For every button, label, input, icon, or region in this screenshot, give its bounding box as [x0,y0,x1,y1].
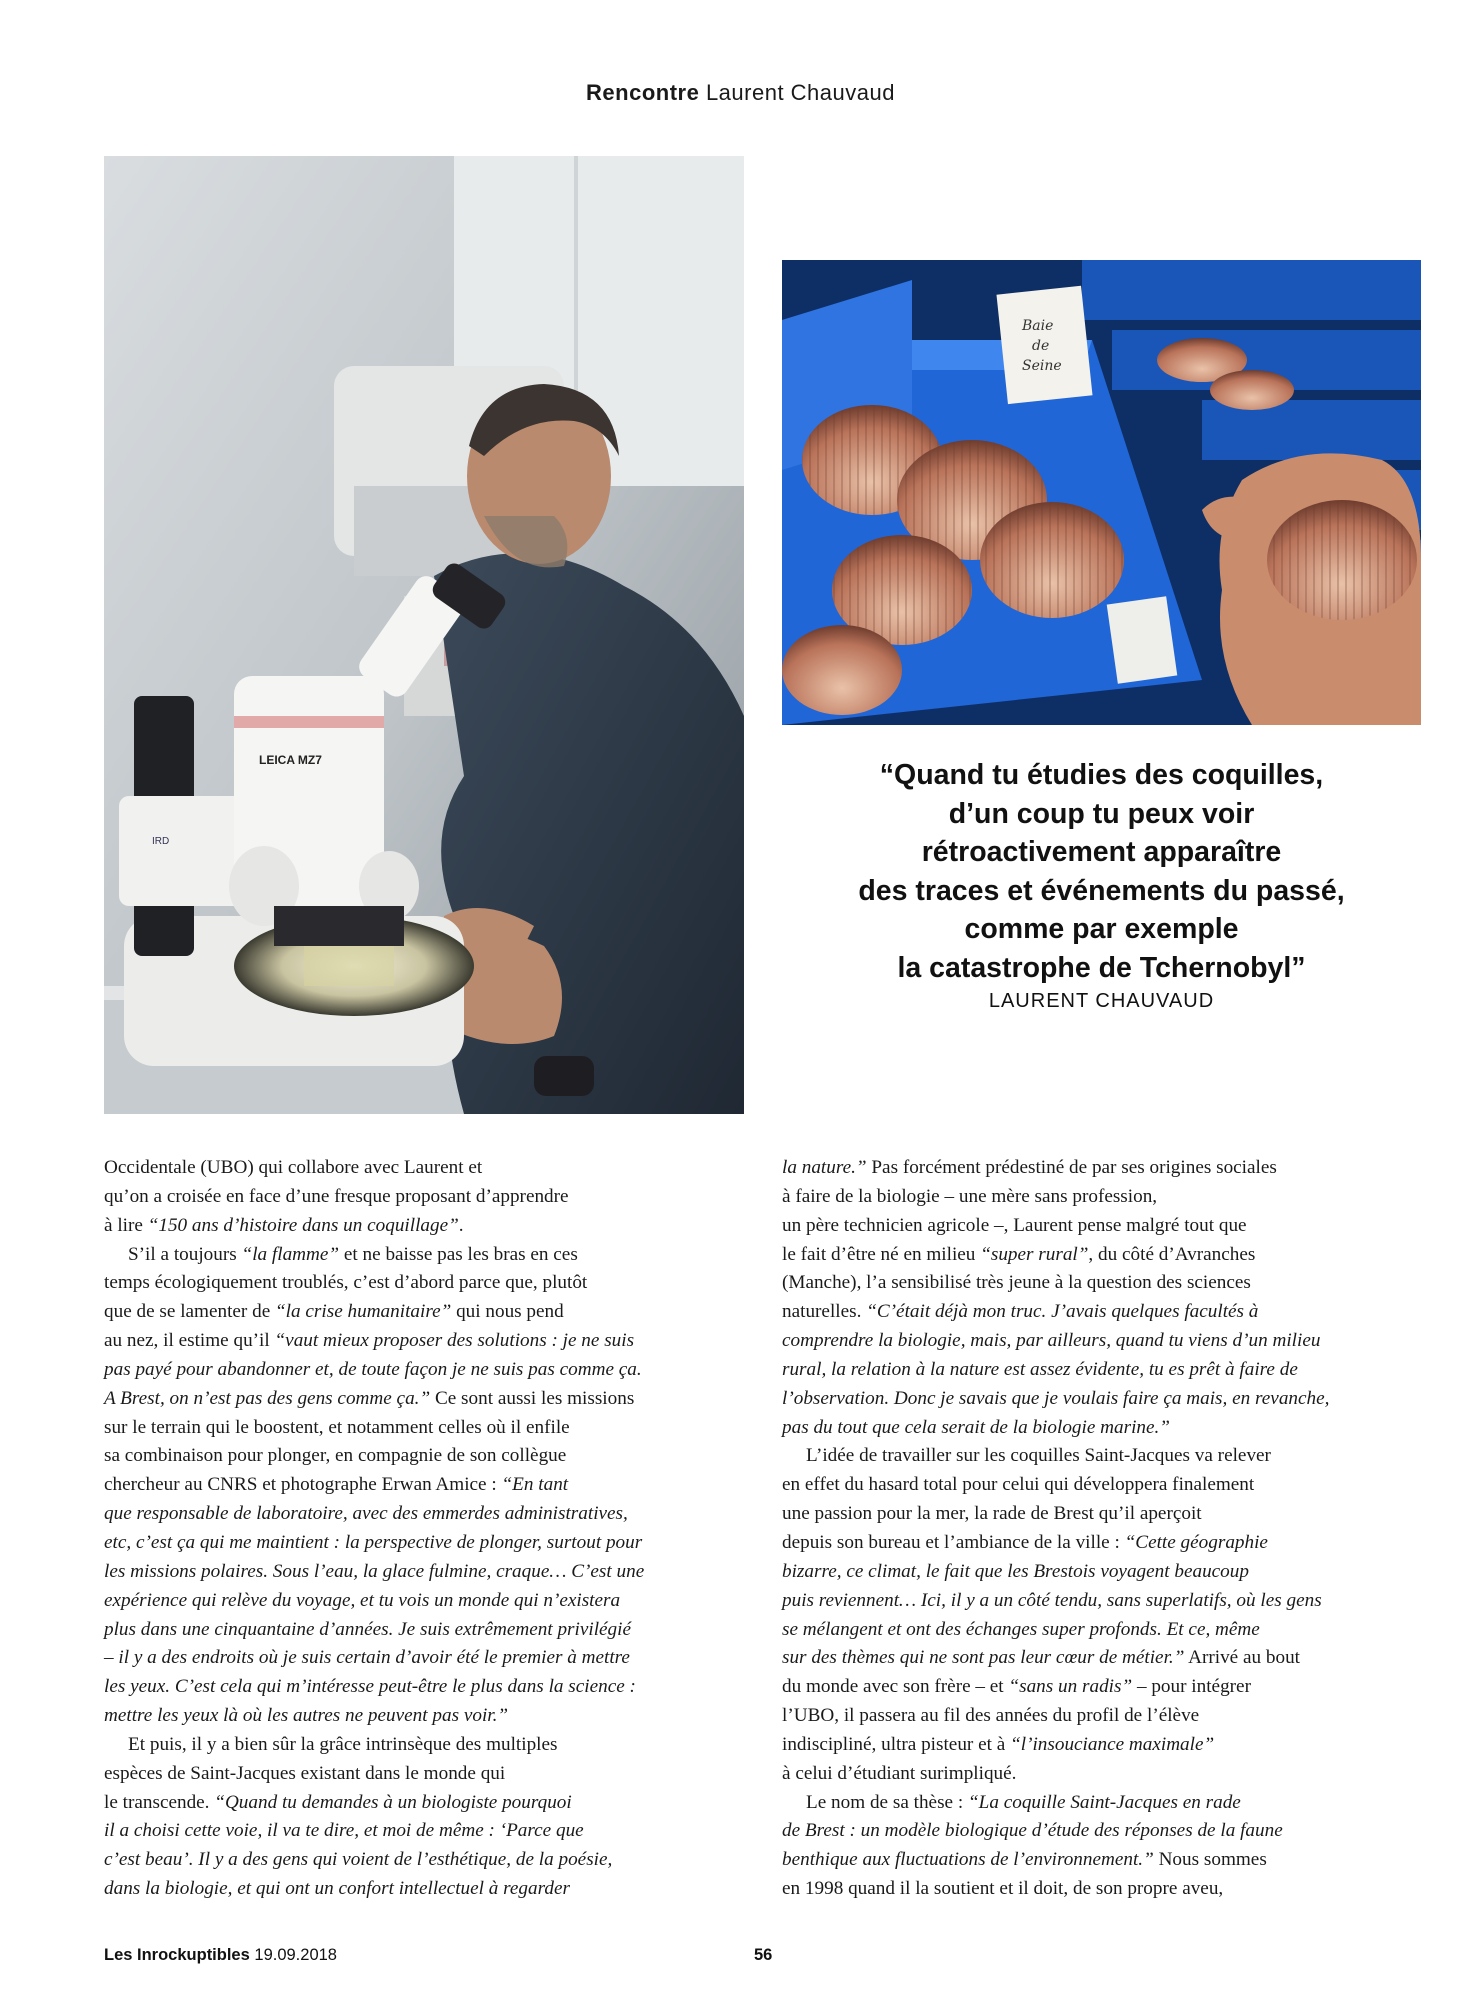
text-line [782,1183,1382,1212]
page-footer [104,1946,1421,1976]
quoted-text: bizarre, ce climat, le fait que les Brestois voyagent beaucoup [782,1560,1249,1582]
quoted-text: “Quand tu demandes à un biologiste pourquoi [214,1791,572,1813]
body-text: Nous sommes [1153,1849,1267,1871]
quoted-text: expérience qui relève du voyage, et tu vois un monde qui n’existera [104,1589,621,1611]
text-line [782,1327,1382,1356]
body-text: depuis son bureau et l’ambiance de la ville : [782,1531,1125,1553]
svg-text:IRD: IRD [152,836,170,847]
article-column-left [104,1154,704,1904]
text-line [104,1529,704,1558]
text-line [104,1731,704,1760]
text-line [104,1241,704,1270]
quoted-text: de Brest : un modèle biologique d’étude des réponses de la faune [782,1820,1283,1842]
pull-quote-author: LAURENT CHAUVAUD [988,990,1215,1012]
body-text: une passion pour la mer, la rade de Brest qu’il aperçoit [782,1503,1202,1525]
body-text: sur le terrain qui le boostent, et notamment celles où il enfile [104,1416,570,1438]
article-column-right [782,1154,1382,1904]
quoted-text: “sans un radis” [1008,1676,1133,1698]
quoted-text: sur des thèmes qui ne sont pas leur cœur de métier.” [782,1647,1185,1669]
text-line [782,1702,1382,1731]
quoted-text: “En tant [501,1474,569,1496]
rubric-label: Rencontre [586,80,700,105]
issue-date: 19.09.2018 [254,1946,337,1964]
text-line [104,1616,704,1645]
footer-publication [104,1946,337,1965]
microscope-photo-icon [104,156,744,1114]
text-line [782,1298,1382,1327]
quoted-text: A Brest, on n’est pas des gens comme ça.” [104,1387,431,1409]
text-line [782,1789,1382,1818]
text-line [104,1298,704,1327]
text-line [782,1356,1382,1385]
body-text: temps écologiquement troublés, c’est d’abord parce que, plutôt [104,1272,588,1294]
quoted-text: dans la biologie, et qui ont un confort intellectuel à regarder [104,1878,570,1900]
box-label-line-3: Seine [1022,358,1062,374]
body-text: à lire [104,1214,148,1236]
box-label-line-2: de [1032,338,1050,354]
text-line [104,1500,704,1529]
quoted-text: les missions polaires. Sous l’eau, la glace fulmine, craque… C’est une [104,1560,645,1582]
body-text: espèces de Saint-Jacques existant dans le monde qui [104,1762,506,1784]
quoted-text: puis reviennent… Ici, il y a un côté tendu, sans superlatifs, où les gens [782,1589,1322,1611]
pull-quote-line: “Quand tu étudies des coquilles, [879,759,1324,791]
quoted-text: “150 ans d’histoire dans un coquillage” [147,1214,459,1236]
quoted-text: etc, c’est ça qui me maintient : la perspective de plonger, surtout pour [104,1531,643,1553]
text-line [782,1846,1382,1875]
quoted-text: pas payé pour abandonner et, de toute façon je ne suis pas comme ça. [104,1358,642,1380]
quoted-text: mettre les yeux là où les autres ne peuvent pas voir.” [104,1705,509,1727]
pull-quote-line: d’un coup tu peux voir [948,797,1255,830]
body-text: Et puis, il y a bien sûr la grâce intrinsèque des multiples [128,1733,558,1755]
text-line [782,1731,1382,1760]
quoted-text: la nature.” [782,1157,867,1178]
text-line [782,1442,1382,1471]
quoted-text: se mélangent et ont des échanges super profonds. Et ce, même [782,1618,1260,1640]
body-text: le fait d’être né en milieu [782,1243,981,1265]
microscope-photo [104,156,744,1114]
pull-quote-line: la catastrophe de Tchernobyl” [897,951,1306,984]
body-text: S’il a toujours [128,1243,242,1265]
quoted-text: “La coquille Saint-Jacques en rade [967,1791,1241,1813]
quoted-text: rural, la relation à la nature est assez évidente, tu es prêt à faire de [782,1358,1298,1380]
body-text: naturelles. [782,1301,867,1323]
body-text: à celui d’étudiant surimpliqué. [782,1762,1017,1784]
quoted-text: les yeux. C’est cela qui m’intéresse peut-être le plus dans la science : [104,1676,636,1698]
text-line [782,1673,1382,1702]
body-text: . [458,1214,464,1236]
body-text: – pour intégrer [1132,1676,1251,1698]
text-line [782,1385,1382,1414]
quoted-text: “C’était déjà mon truc. J’avais quelques facultés à [866,1301,1259,1323]
text-line [104,1846,704,1875]
shells-drawer-photo [782,260,1421,725]
body-text: chercheur au CNRS et photographe Erwan Amice : [104,1474,502,1496]
body-text: L’idée de travailler sur les coquilles Saint-Jacques va relever [806,1445,1271,1467]
text-line [104,1269,704,1298]
body-text: Le nom de sa thèse : [806,1791,968,1813]
body-text: Occidentale (UBO) qui collabore avec Laurent et [104,1157,483,1178]
text-line [104,1327,704,1356]
body-text: , du côté d’Avranches [1088,1243,1256,1265]
quoted-text: benthique aux fluctuations de l’environnement.” [782,1849,1154,1871]
pull-quote [782,756,1421,987]
body-text: l’UBO, il passera au fil des années du profil de l’élève [782,1705,1200,1727]
quoted-text: que responsable de laboratoire, avec des emmerdes administratives, [104,1503,628,1525]
microscope-brand-text: LEICA MZ7 [259,753,322,767]
body-text: et ne baisse pas les bras en ces [339,1243,578,1265]
text-line [104,1673,704,1702]
text-line [782,1212,1382,1241]
text-line [104,1442,704,1471]
text-line [104,1702,704,1731]
text-line [782,1558,1382,1587]
text-line [782,1817,1382,1846]
shells-drawer-photo-icon [782,260,1421,725]
text-line [104,1558,704,1587]
text-line [104,1644,704,1673]
text-line [782,1241,1382,1270]
text-line [104,1356,704,1385]
text-line [104,1789,704,1818]
body-text: au nez, il estime qu’il [104,1330,275,1352]
text-line [782,1616,1382,1645]
text-line [782,1644,1382,1673]
pull-quote-line: rétroactivement apparaître [921,836,1282,868]
quoted-text: “vaut mieux proposer des solutions : je ne suis [274,1330,635,1352]
body-text: en effet du hasard total pour celui qui développera finalement [782,1474,1255,1496]
text-line [782,1500,1382,1529]
text-line [782,1269,1382,1298]
pull-quote-line: comme par exemple [964,913,1239,945]
body-text: (Manche), l’a sensibilisé très jeune à la question des sciences [782,1272,1251,1294]
body-text: Ce sont aussi les missions [430,1387,635,1409]
body-text: en 1998 quand il la soutient et il doit, de son propre aveu, [782,1878,1224,1900]
text-line [782,1414,1382,1443]
body-text: que de se lamenter de [104,1301,276,1323]
body-text: un père technicien agricole –, Laurent pense malgré tout que [782,1214,1247,1236]
text-line [104,1875,704,1904]
pull-quote-line: des traces et événements du passé, [858,874,1345,907]
body-text: le transcende. [104,1791,215,1813]
body-text: indiscipliné, ultra pisteur et à [782,1733,1011,1755]
rubric-subject: Laurent Chauvaud [705,80,895,105]
text-line [104,1385,704,1414]
quoted-text: “super rural” [980,1243,1089,1265]
text-line [782,1875,1382,1904]
body-text: Pas forcément prédestiné de par ses origines sociales [866,1157,1277,1178]
text-line [782,1154,1382,1183]
text-line [782,1529,1382,1558]
body-text: du monde avec son frère – et [782,1676,1009,1698]
quoted-text: c’est beau’. Il y a des gens qui voient de l’esthétique, de la poésie, [104,1849,613,1871]
quoted-text: “la crise humanitaire” [275,1301,452,1323]
body-text: Arrivé au bout [1184,1647,1301,1669]
body-text: sa combinaison pour plonger, en compagnie de son collègue [104,1445,567,1467]
text-line [104,1760,704,1789]
text-line [782,1760,1382,1789]
quoted-text: il a choisi cette voie, il va te dire, et moi de même : ‘Parce que [104,1820,584,1842]
text-line [104,1414,704,1443]
quoted-text: comprendre la biologie, mais, par ailleurs, quand tu viens d’un milieu [782,1330,1321,1352]
body-text: à faire de la biologie – une mère sans profession, [782,1185,1158,1207]
text-line [104,1212,704,1241]
box-label-line-1: Baie [1022,318,1054,334]
magazine-name: Les Inrockuptibles [104,1946,250,1964]
body-text: qui nous pend [451,1301,564,1323]
quoted-text: “Cette géographie [1124,1531,1268,1553]
text-line [104,1817,704,1846]
quoted-text: – il y a des endroits où je suis certain d’avoir été le premier à mettre [104,1647,630,1669]
text-line [104,1183,704,1212]
text-line [782,1587,1382,1616]
quoted-text: “l’insouciance maximale” [1010,1733,1215,1755]
quoted-text: plus dans une cinquantaine d’années. Je suis extrêmement privilégié [104,1618,631,1640]
page-number: 56 [754,1946,773,1964]
page-header [0,80,1481,106]
body-text: qu’on a croisée en face d’une fresque proposant d’apprendre [104,1185,569,1207]
quoted-text: l’observation. Donc je savais que je voulais faire ça mais, en revanche, [782,1387,1330,1409]
text-line [104,1471,704,1500]
quoted-text: pas du tout que cela serait de la biologie marine.” [782,1416,1170,1438]
text-line [782,1471,1382,1500]
text-line [104,1154,704,1183]
quoted-text: “la flamme” [241,1243,340,1265]
text-line [104,1587,704,1616]
